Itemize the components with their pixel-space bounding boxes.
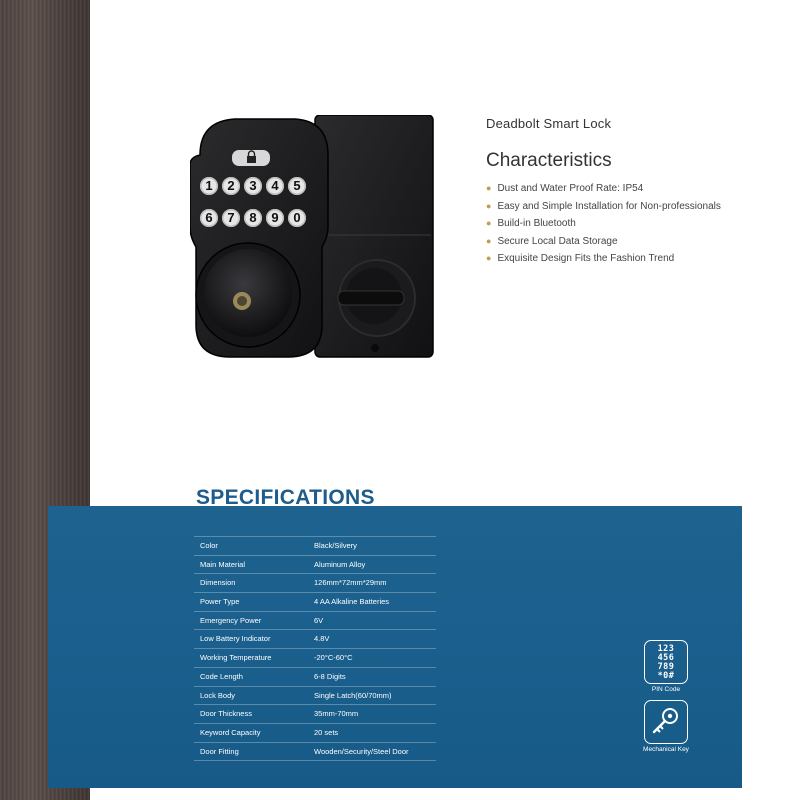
table-row bbox=[194, 705, 436, 724]
table-row bbox=[194, 593, 436, 612]
table-row bbox=[194, 556, 436, 575]
key-icon bbox=[645, 701, 686, 742]
spec-label: Working Temperature bbox=[200, 653, 272, 663]
spec-value: Aluminum Alloy bbox=[314, 559, 366, 569]
spec-label: Door Fitting bbox=[200, 746, 239, 756]
table-row bbox=[194, 612, 436, 631]
feature-text: Secure Local Data Storage bbox=[497, 235, 618, 247]
spec-label: Low Battery Indicator bbox=[200, 634, 271, 644]
pin-row: 456 bbox=[657, 653, 675, 663]
bullet-icon: ● bbox=[486, 235, 492, 246]
spec-label: Keyword Capacity bbox=[200, 727, 261, 737]
keypad-key: 2 bbox=[222, 177, 240, 195]
feature-text: Exquisite Design Fits the Fashion Trend bbox=[497, 253, 675, 265]
table-row bbox=[194, 687, 436, 706]
characteristics-list bbox=[486, 180, 721, 268]
keypad-key: 6 bbox=[200, 209, 218, 227]
product-name: Deadbolt Smart Lock bbox=[486, 116, 612, 131]
spec-value: 4 AA Alkaline Batteries bbox=[314, 597, 390, 607]
keypad-key: 1 bbox=[200, 177, 218, 195]
feature-text: Build-in Bluetooth bbox=[497, 218, 576, 230]
pin-row: *0# bbox=[657, 671, 675, 681]
specifications-table bbox=[194, 536, 436, 761]
table-row bbox=[194, 724, 436, 743]
spec-value: 126mm*72mm*29mm bbox=[314, 578, 387, 588]
mechanical-key-label: Mechanical Key bbox=[643, 746, 689, 753]
table-row bbox=[194, 536, 436, 556]
keypad-key: 5 bbox=[288, 177, 306, 195]
spec-label: Code Length bbox=[200, 671, 243, 681]
bullet-icon: ● bbox=[486, 200, 492, 211]
spec-value: Black/Silvery bbox=[314, 541, 357, 550]
pin-code-label: PIN Code bbox=[651, 686, 681, 693]
spec-value: -20°C-60°C bbox=[314, 653, 353, 663]
keypad-key: 3 bbox=[244, 177, 262, 195]
list-item bbox=[486, 198, 721, 216]
list-item bbox=[486, 233, 721, 251]
pin-code-digits bbox=[652, 645, 680, 681]
spec-label: Door Thickness bbox=[200, 709, 252, 719]
specifications-title: SPECIFICATIONS bbox=[196, 486, 375, 509]
table-row bbox=[194, 630, 436, 649]
spec-label: Color bbox=[200, 541, 218, 550]
keypad-key: 7 bbox=[222, 209, 240, 227]
spec-value: 35mm-70mm bbox=[314, 709, 359, 719]
product-image bbox=[190, 115, 440, 365]
keypad-key: 4 bbox=[266, 177, 284, 195]
table-row bbox=[194, 743, 436, 762]
spec-value: 20 sets bbox=[314, 727, 339, 737]
spec-label: Emergency Power bbox=[200, 615, 262, 625]
table-row bbox=[194, 668, 436, 687]
spec-value: 4.8V bbox=[314, 634, 330, 644]
list-item bbox=[486, 180, 721, 198]
mechanical-key-icon bbox=[644, 700, 688, 744]
bullet-icon: ● bbox=[486, 218, 492, 229]
pin-code-icon bbox=[644, 640, 688, 684]
keypad-key: 0 bbox=[288, 209, 306, 227]
list-item bbox=[486, 250, 721, 268]
table-row bbox=[194, 649, 436, 668]
table-row bbox=[194, 574, 436, 593]
spec-label: Lock Body bbox=[200, 690, 236, 700]
spec-value: 6V bbox=[314, 615, 324, 625]
bullet-icon: ● bbox=[486, 183, 492, 193]
bullet-icon: ● bbox=[486, 253, 492, 264]
pin-row: 789 bbox=[657, 662, 675, 672]
spec-value: 6-8 Digits bbox=[314, 671, 346, 681]
list-item bbox=[486, 215, 721, 233]
spec-label: Power Type bbox=[200, 597, 240, 607]
smart-lock-illustration bbox=[190, 115, 440, 365]
spec-value: Wooden/Security/Steel Door bbox=[314, 746, 409, 756]
characteristics-title: Characteristics bbox=[486, 150, 612, 171]
keypad-key: 8 bbox=[244, 209, 262, 227]
keypad-key: 9 bbox=[266, 209, 284, 227]
feature-text: Easy and Simple Installation for Non-professionals bbox=[497, 200, 721, 212]
spec-label: Dimension bbox=[200, 578, 236, 588]
spec-label: Main Material bbox=[200, 559, 246, 569]
pin-row: 123 bbox=[657, 644, 675, 654]
feature-text: Dust and Water Proof Rate: IP54 bbox=[497, 183, 644, 194]
spec-value: Single Latch(60/70mm) bbox=[314, 690, 392, 700]
